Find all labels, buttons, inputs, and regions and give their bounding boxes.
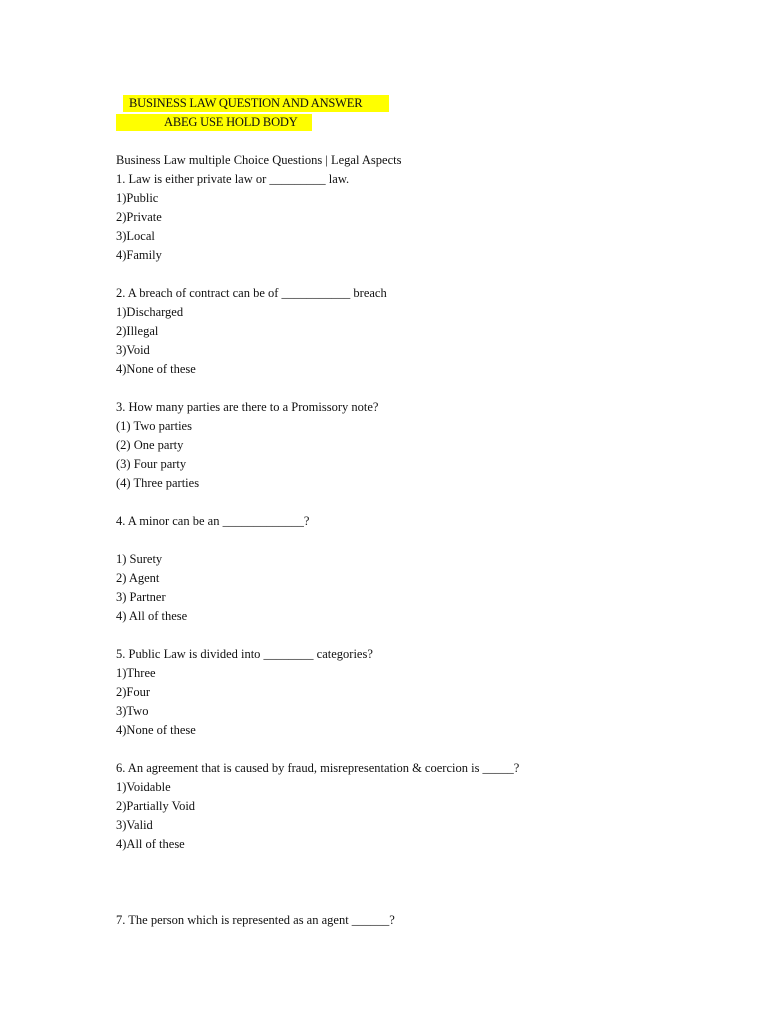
- answer-option: 3)Local: [116, 229, 155, 243]
- document-title: BUSINESS LAW QUESTION AND ANSWER: [123, 95, 389, 112]
- question-prompt: 3. How many parties are there to a Promissory note?: [116, 400, 379, 414]
- answer-option: (3) Four party: [116, 457, 187, 471]
- spacer: [116, 531, 736, 550]
- spacer: [116, 626, 736, 645]
- document-subtitle: ABEG USE HOLD BODY: [116, 114, 312, 131]
- answer-option: 4)None of these: [116, 362, 196, 376]
- question-block: [116, 284, 736, 379]
- question-block: [116, 759, 736, 854]
- answer-option: 4)All of these: [116, 837, 185, 851]
- spacer: [116, 265, 736, 284]
- answer-option: 4) All of these: [116, 609, 188, 623]
- question-prompt: 6. An agreement that is caused by fraud, misrepresentation & coercion is _____?: [116, 761, 520, 775]
- answer-option: 1)Three: [116, 666, 156, 680]
- answer-option: 3) Partner: [116, 590, 166, 604]
- question-block: [116, 398, 736, 493]
- answer-option: 1)Public: [116, 191, 159, 205]
- answer-option: 2)Private: [116, 210, 162, 224]
- answer-option: 2)Partially Void: [116, 799, 196, 813]
- spacer: [116, 379, 736, 398]
- question-prompt: 5. Public Law is divided into ________ categories?: [116, 647, 373, 661]
- answer-option: (2) One party: [116, 438, 184, 452]
- spacer: [116, 740, 736, 759]
- spacer: [116, 493, 736, 512]
- question-prompt: 2. A breach of contract can be of ___________ breach: [116, 286, 387, 300]
- answer-option: 1)Voidable: [116, 780, 171, 794]
- question-prompt: 1. Law is either private law or _________ law.: [116, 172, 350, 186]
- answer-option: (1) Two parties: [116, 419, 192, 433]
- question-prompt: 4. A minor can be an _____________?: [116, 514, 310, 528]
- answer-option: 2) Agent: [116, 571, 160, 585]
- answer-option: 1) Surety: [116, 552, 163, 566]
- answer-option: 1)Discharged: [116, 305, 184, 319]
- intro-line: Business Law multiple Choice Questions | Legal Aspects: [116, 153, 402, 167]
- answer-option: 3)Valid: [116, 818, 153, 832]
- answer-option: 3)Void: [116, 343, 150, 357]
- answer-option: (4) Three parties: [116, 476, 200, 490]
- question-block: [116, 170, 736, 265]
- answer-option: 2)Illegal: [116, 324, 159, 338]
- question-block: [116, 512, 736, 626]
- answer-option: 2)Four: [116, 685, 151, 699]
- answer-option: 4)None of these: [116, 723, 196, 737]
- spacer: [116, 854, 736, 911]
- answer-option: 4)Family: [116, 248, 162, 262]
- question-block: [116, 911, 736, 930]
- document-body: [116, 151, 736, 930]
- question-prompt: 7. The person which is represented as an agent ______?: [116, 913, 395, 927]
- answer-option: 3)Two: [116, 704, 149, 718]
- question-block: [116, 645, 736, 740]
